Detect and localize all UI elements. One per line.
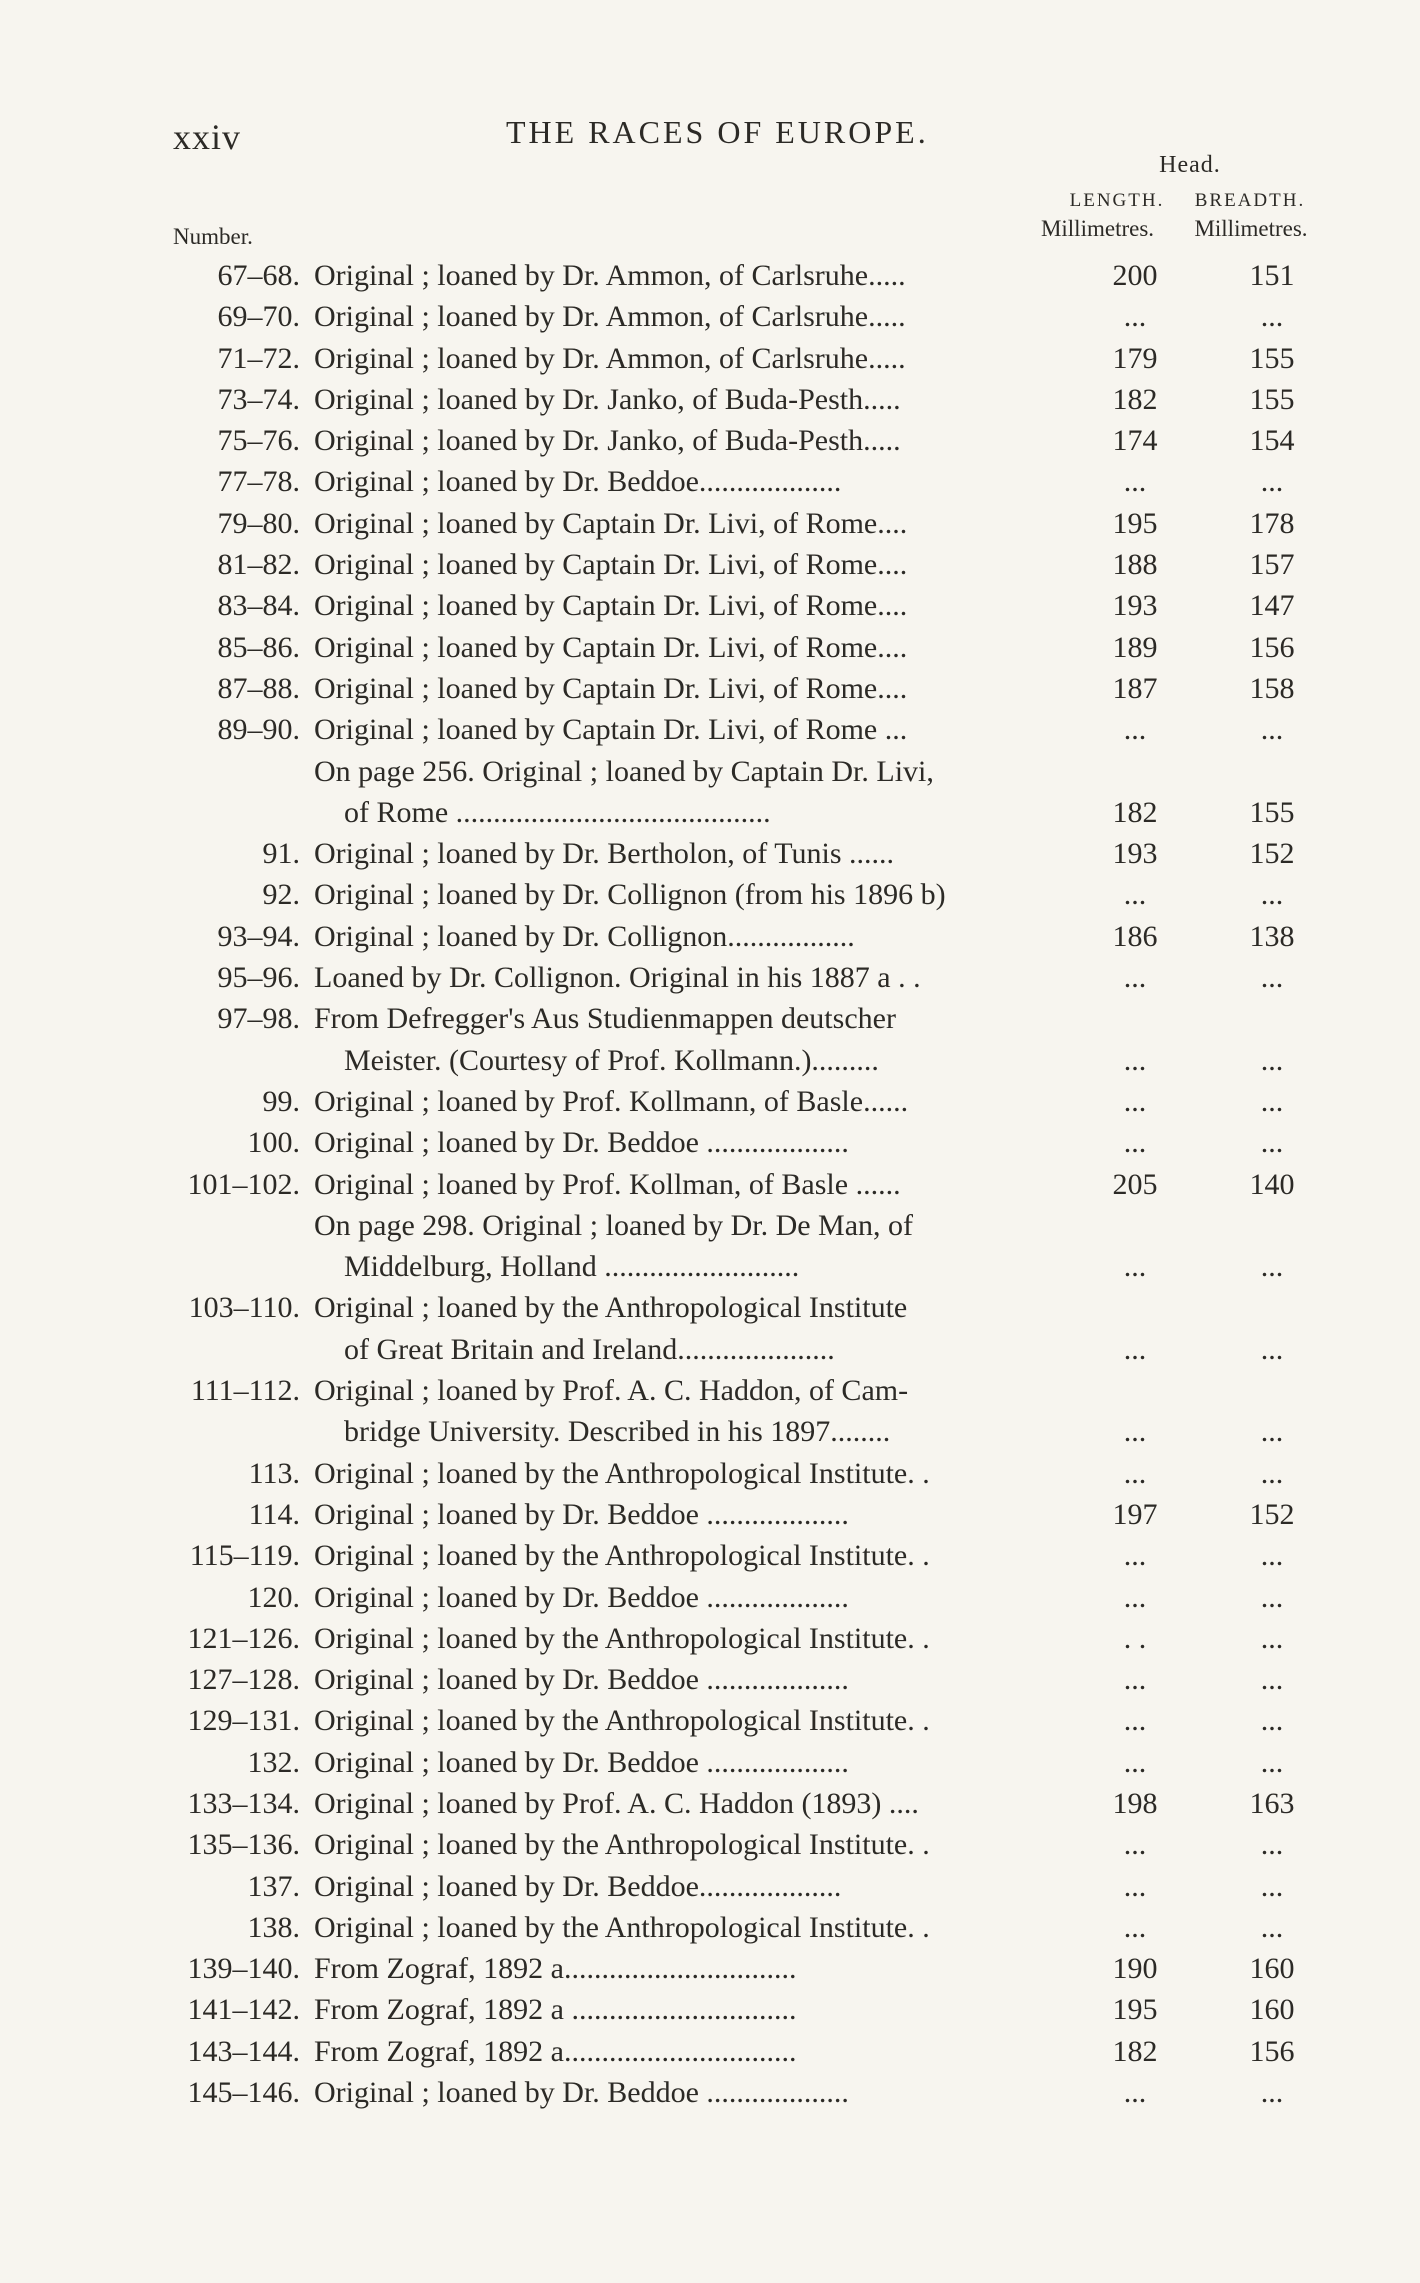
head-breadth-value: ... xyxy=(1260,1084,1284,1118)
head-breadth-value: ... xyxy=(1260,1745,1284,1779)
head-length-value: ... xyxy=(1123,1332,1147,1366)
row-number: 69–70. xyxy=(217,300,300,334)
row-number: 87–88. xyxy=(217,671,300,705)
head-length-value: ... xyxy=(1123,300,1147,334)
row-number: 85–86. xyxy=(217,630,300,664)
table-row xyxy=(0,1783,1420,1824)
table-row xyxy=(0,544,1420,585)
row-description: Original ; loaned by Captain Dr. Livi, of Rome.... xyxy=(314,630,908,664)
table-row xyxy=(0,1907,1420,1948)
table-row xyxy=(0,1081,1420,1122)
head-length-value: ... xyxy=(1123,878,1147,912)
table-row xyxy=(0,916,1420,957)
head-length-value: ... xyxy=(1123,1456,1147,1490)
row-number: 145–146. xyxy=(187,2076,300,2110)
head-breadth-value: 163 xyxy=(1249,1786,1295,1820)
head-length-value: 197 xyxy=(1112,1497,1158,1531)
row-description: Original ; loaned by the Anthropological Institute. . xyxy=(314,1621,930,1655)
head-length-value: 182 xyxy=(1112,2034,1158,2068)
row-description: Original ; loaned by Dr. Ammon, of Carlsruhe..... xyxy=(314,259,906,292)
row-number: 81–82. xyxy=(217,548,300,582)
head-length-value: 179 xyxy=(1112,341,1158,375)
row-description: Original ; loaned by the Anthropological Institute. . xyxy=(314,1704,930,1738)
head-breadth-value: ... xyxy=(1260,1621,1284,1655)
head-length-value: 193 xyxy=(1112,837,1158,871)
head-breadth-value: ... xyxy=(1260,300,1284,334)
row-description: Original ; loaned by Dr. Collignon (from his 1896 b) xyxy=(314,878,946,912)
head-length-value: ... xyxy=(1123,961,1147,995)
table-row xyxy=(0,2031,1420,2072)
head-length-value: ... xyxy=(1123,1663,1147,1697)
row-description: Original ; loaned by Dr. Bertholon, of Tunis ...... xyxy=(314,837,894,871)
head-length-value: 193 xyxy=(1112,589,1158,623)
head-breadth-value: 152 xyxy=(1249,1497,1295,1531)
head-breadth-value: 155 xyxy=(1249,382,1295,416)
row-description: Meister. (Courtesy of Prof. Kollmann.)......... xyxy=(344,1043,879,1077)
head-length-value: 200 xyxy=(1112,259,1158,292)
row-description: On page 298. Original ; loaned by Dr. De Man, of xyxy=(314,1208,914,1242)
head-breadth-value: ... xyxy=(1260,1250,1284,1284)
row-number: 111–112. xyxy=(190,1374,300,1408)
row-number: 91. xyxy=(262,837,300,871)
head-length-value: ... xyxy=(1123,1869,1147,1903)
row-number: 73–74. xyxy=(217,382,300,416)
head-length-value: ... xyxy=(1123,1415,1147,1449)
head-length-value: 188 xyxy=(1112,548,1158,582)
row-description: Original ; loaned by Dr. Janko, of Buda-Pesth..... xyxy=(314,382,901,416)
head-breadth-value: ... xyxy=(1260,1126,1284,1160)
running-title: THE RACES OF EUROPE. xyxy=(506,114,929,150)
row-description: Original ; loaned by Dr. Janko, of Buda-Pesth..... xyxy=(314,424,901,458)
table-row xyxy=(0,1246,1420,1287)
head-breadth-value: 160 xyxy=(1249,1952,1295,1986)
row-description: On page 256. Original ; loaned by Captain Dr. Livi, xyxy=(314,754,934,788)
row-number: 133–134. xyxy=(187,1786,300,1820)
table-row xyxy=(0,1535,1420,1576)
row-number: 113. xyxy=(248,1456,300,1490)
head-length-value: ... xyxy=(1123,2076,1147,2110)
head-length-value: ... xyxy=(1123,1910,1147,1944)
head-breadth-value: ... xyxy=(1260,1910,1284,1944)
head-breadth-value: 156 xyxy=(1249,630,1295,664)
head-breadth-value: 138 xyxy=(1249,919,1295,953)
head-breadth-value: 155 xyxy=(1249,341,1295,375)
table-row xyxy=(0,338,1420,379)
table-row xyxy=(0,255,1420,296)
head-length-value: . . xyxy=(1123,1621,1147,1655)
row-number: 92. xyxy=(262,878,300,912)
table-row xyxy=(0,874,1420,915)
row-number: 93–94. xyxy=(217,919,300,953)
row-description: Original ; loaned by Prof. Kollman, of Basle ...... xyxy=(314,1167,901,1201)
head-breadth-value: 155 xyxy=(1249,795,1295,829)
table-row xyxy=(0,833,1420,874)
illustrations-table xyxy=(0,255,1420,2113)
row-description: Original ; loaned by the Anthropological Institute. . xyxy=(314,1910,930,1944)
breadth-unit-label: Millimetres. xyxy=(1194,216,1308,241)
table-row xyxy=(0,503,1420,544)
page-number: xxiv xyxy=(173,117,242,157)
head-length-value: ... xyxy=(1123,1084,1147,1118)
row-description: From Zograf, 1892 a .............................. xyxy=(314,1993,797,2027)
head-length-value: 189 xyxy=(1112,630,1158,664)
head-length-value: ... xyxy=(1123,713,1147,747)
table-row xyxy=(0,1659,1420,1700)
row-description: From Zograf, 1892 a............................... xyxy=(314,1952,797,1986)
head-breadth-value: 157 xyxy=(1249,548,1295,582)
head-length-value: ... xyxy=(1123,1745,1147,1779)
row-description: Middelburg, Holland .......................... xyxy=(344,1250,800,1284)
row-description: Original ; loaned by Prof. A. C. Haddon (1893) .... xyxy=(314,1786,919,1820)
table-row xyxy=(0,1287,1420,1328)
row-description: Original ; loaned by Dr. Beddoe ................... xyxy=(314,1497,849,1531)
table-row xyxy=(0,1453,1420,1494)
table-row xyxy=(0,1577,1420,1618)
head-breadth-value: ... xyxy=(1260,1043,1284,1077)
row-description: Original ; loaned by the Anthropological Institute xyxy=(314,1291,908,1325)
table-row xyxy=(0,1329,1420,1370)
table-row xyxy=(0,1618,1420,1659)
number-column-header: Number. xyxy=(173,224,253,249)
head-breadth-value: ... xyxy=(1260,1456,1284,1490)
page-header xyxy=(0,108,1420,158)
table-row xyxy=(0,1122,1420,1163)
head-length-value: 186 xyxy=(1112,919,1158,953)
table-row xyxy=(0,1866,1420,1907)
row-description: From Defregger's Aus Studienmappen deutscher xyxy=(314,1002,896,1036)
head-length-value: 190 xyxy=(1112,1952,1158,1986)
row-number: 97–98. xyxy=(217,1002,300,1036)
head-breadth-value: ... xyxy=(1260,878,1284,912)
length-column-header: LENGTH. xyxy=(1069,190,1165,211)
table-row xyxy=(0,585,1420,626)
row-number: 139–140. xyxy=(187,1952,300,1986)
head-length-value: ... xyxy=(1123,1539,1147,1573)
row-description: Original ; loaned by Dr. Beddoe ................... xyxy=(314,1663,849,1697)
head-breadth-value: 156 xyxy=(1249,2034,1295,2068)
table-row xyxy=(0,627,1420,668)
row-description: Original ; loaned by Dr. Collignon................. xyxy=(314,919,855,953)
row-description: Original ; loaned by Captain Dr. Livi, of Rome.... xyxy=(314,506,908,540)
head-breadth-value: ... xyxy=(1260,2076,1284,2110)
row-description: Original ; loaned by Captain Dr. Livi, of Rome ... xyxy=(314,713,908,747)
row-number: 143–144. xyxy=(187,2034,300,2068)
row-number: 141–142. xyxy=(187,1993,300,2027)
row-description: Original ; loaned by Dr. Beddoe................... xyxy=(314,1869,842,1903)
head-breadth-value: ... xyxy=(1260,1828,1284,1862)
row-description: Original ; loaned by Dr. Ammon, of Carlsruhe..... xyxy=(314,300,906,334)
head-breadth-value: ... xyxy=(1260,1663,1284,1697)
row-number: 103–110. xyxy=(188,1291,300,1325)
row-number: 101–102. xyxy=(187,1167,300,1201)
table-row xyxy=(0,792,1420,833)
head-length-value: ... xyxy=(1123,1250,1147,1284)
row-number: 137. xyxy=(247,1869,300,1903)
table-row xyxy=(0,1494,1420,1535)
row-number: 79–80. xyxy=(217,506,300,540)
row-number: 121–126. xyxy=(187,1621,300,1655)
head-breadth-value: ... xyxy=(1260,1332,1284,1366)
row-number: 89–90. xyxy=(217,713,300,747)
head-breadth-value: 160 xyxy=(1249,1993,1295,2027)
table-row xyxy=(0,668,1420,709)
head-breadth-value: 154 xyxy=(1249,424,1295,458)
head-breadth-value: 158 xyxy=(1249,671,1295,705)
table-row xyxy=(0,1989,1420,2030)
row-description: Original ; loaned by the Anthropological Institute. . xyxy=(314,1539,930,1573)
head-length-value: 182 xyxy=(1112,795,1158,829)
head-breadth-value: ... xyxy=(1260,1415,1284,1449)
row-number: 77–78. xyxy=(217,465,300,499)
head-breadth-value: ... xyxy=(1260,1869,1284,1903)
row-description: Original ; loaned by Dr. Beddoe ................... xyxy=(314,1580,849,1614)
row-description: Original ; loaned by Prof. A. C. Haddon, of Cam- xyxy=(314,1374,909,1408)
row-number: 67–68. xyxy=(217,259,300,292)
head-length-value: 187 xyxy=(1112,671,1158,705)
head-breadth-value: 147 xyxy=(1249,589,1295,623)
head-breadth-value: 151 xyxy=(1249,259,1295,292)
row-number: 120. xyxy=(247,1580,300,1614)
head-length-value: 174 xyxy=(1112,424,1158,458)
head-length-value: 205 xyxy=(1112,1167,1158,1201)
table-row xyxy=(0,1040,1420,1081)
head-breadth-value: ... xyxy=(1260,465,1284,499)
row-description: of Rome .......................................... xyxy=(344,795,771,829)
table-row xyxy=(0,2072,1420,2113)
row-description: From Zograf, 1892 a............................... xyxy=(314,2034,797,2068)
table-row xyxy=(0,998,1420,1039)
table-row xyxy=(0,296,1420,337)
row-description: Original ; loaned by Captain Dr. Livi, of Rome.... xyxy=(314,671,908,705)
row-number: 99. xyxy=(262,1084,300,1118)
head-breadth-value: ... xyxy=(1260,1704,1284,1738)
head-breadth-value: 140 xyxy=(1249,1167,1295,1201)
row-description: of Great Britain and Ireland..................... xyxy=(344,1332,835,1366)
table-row xyxy=(0,420,1420,461)
row-number: 71–72. xyxy=(217,341,300,375)
table-row xyxy=(0,379,1420,420)
row-number: 127–128. xyxy=(187,1663,300,1697)
table-row xyxy=(0,1205,1420,1246)
row-description: Original ; loaned by Dr. Beddoe ................... xyxy=(314,2076,849,2110)
head-breadth-value: 178 xyxy=(1249,506,1295,540)
row-description: Original ; loaned by the Anthropological Institute. . xyxy=(314,1828,930,1862)
table-row xyxy=(0,1948,1420,1989)
head-breadth-value: ... xyxy=(1260,1539,1284,1573)
row-number: 100. xyxy=(247,1126,300,1160)
breadth-column-header: BREADTH. xyxy=(1194,190,1306,211)
row-description: Original ; loaned by Captain Dr. Livi, of Rome.... xyxy=(314,589,908,623)
row-description: Original ; loaned by Dr. Beddoe................... xyxy=(314,465,842,499)
head-length-value: 182 xyxy=(1112,382,1158,416)
row-description: Loaned by Dr. Collignon. Original in his 1887 a . . xyxy=(314,961,921,995)
head-length-value: ... xyxy=(1123,1126,1147,1160)
row-number: 83–84. xyxy=(217,589,300,623)
length-unit-label: Millimetres. xyxy=(1040,216,1155,241)
row-description: bridge University. Described in his 1897........ xyxy=(344,1415,891,1449)
row-description: Original ; loaned by the Anthropological Institute. . xyxy=(314,1456,930,1490)
row-description: Original ; loaned by Prof. Kollmann, of Basle...... xyxy=(314,1084,909,1118)
row-description: Original ; loaned by Dr. Beddoe ................... xyxy=(314,1126,849,1160)
head-breadth-value: ... xyxy=(1260,961,1284,995)
table-row xyxy=(0,1164,1420,1205)
row-description: Original ; loaned by Captain Dr. Livi, of Rome.... xyxy=(314,548,908,582)
head-length-value: ... xyxy=(1123,1580,1147,1614)
head-breadth-value: ... xyxy=(1260,1580,1284,1614)
table-row xyxy=(0,1742,1420,1783)
row-number: 115–119. xyxy=(189,1539,300,1573)
head-length-value: ... xyxy=(1123,1043,1147,1077)
head-length-value: ... xyxy=(1123,1828,1147,1862)
table-row xyxy=(0,461,1420,502)
head-column-group-label: Head. xyxy=(1159,152,1221,178)
row-description: Original ; loaned by Dr. Beddoe ................... xyxy=(314,1745,849,1779)
table-row xyxy=(0,1824,1420,1865)
row-number: 132. xyxy=(247,1745,300,1779)
head-length-value: 195 xyxy=(1112,506,1158,540)
row-number: 75–76. xyxy=(217,424,300,458)
row-number: 129–131. xyxy=(187,1704,300,1738)
head-length-value: 198 xyxy=(1112,1786,1158,1820)
row-number: 138. xyxy=(247,1910,300,1944)
head-length-value: 195 xyxy=(1112,1993,1158,2027)
table-row xyxy=(0,751,1420,792)
head-length-value: ... xyxy=(1123,465,1147,499)
table-row xyxy=(0,709,1420,750)
table-row xyxy=(0,1370,1420,1411)
row-number: 95–96. xyxy=(217,961,300,995)
table-row xyxy=(0,1411,1420,1452)
table-row xyxy=(0,1700,1420,1741)
table-row xyxy=(0,957,1420,998)
head-breadth-value: 152 xyxy=(1249,837,1295,871)
row-number: 114. xyxy=(248,1497,300,1531)
row-description: Original ; loaned by Dr. Ammon, of Carlsruhe..... xyxy=(314,341,906,375)
head-breadth-value: ... xyxy=(1260,713,1284,747)
head-length-value: ... xyxy=(1123,1704,1147,1738)
row-number: 135–136. xyxy=(187,1828,300,1862)
